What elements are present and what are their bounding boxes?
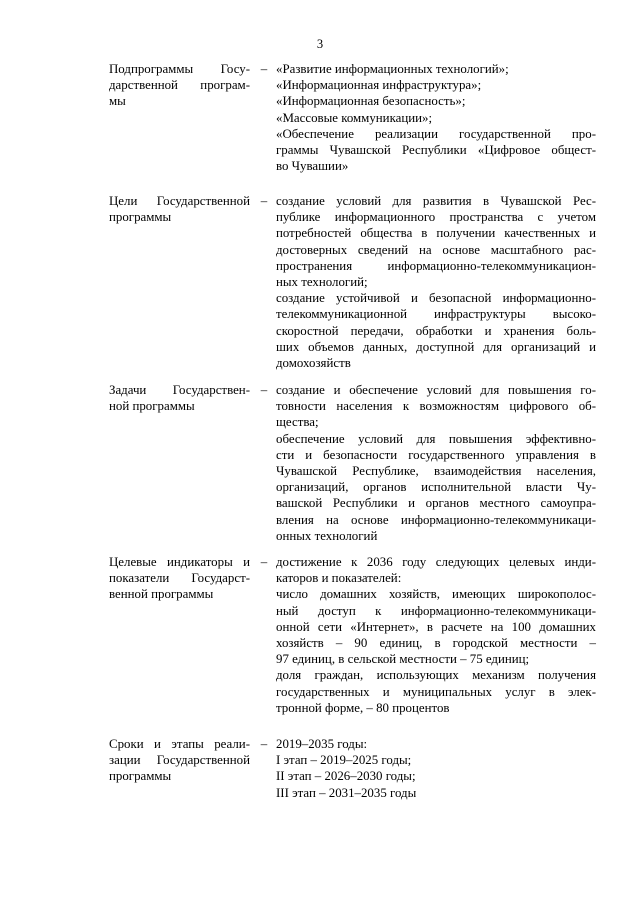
content-line: потребностей общества в получении качественных и	[276, 226, 596, 241]
label-line: Задачи Государствен-	[109, 383, 250, 397]
content-line: число домашних хозяйств, имеющих широкополос-	[276, 587, 596, 602]
row-label	[109, 61, 250, 110]
label-line: дарственной програм-	[109, 78, 250, 93]
row-label	[109, 382, 250, 414]
content-line: создание условий для развития в Чувашской Рес-	[276, 194, 596, 208]
content-line: товности населения к возможностям цифрового об-	[276, 399, 596, 414]
label-line: ной программы	[109, 399, 195, 414]
label-line: венной программы	[109, 587, 214, 602]
row-label	[109, 554, 250, 603]
row-dash: –	[260, 383, 268, 397]
label-line: показатели Государст-	[109, 571, 250, 586]
label-line: Целевые индикаторы и	[109, 555, 250, 569]
content-line: во Чувашии»	[276, 159, 349, 174]
content-line: 2019–2035 годы:	[276, 737, 368, 751]
content-line: создание и обеспечение условий для повышения го-	[276, 383, 596, 397]
content-line: вашской Республики и органов местного самоупра-	[276, 496, 596, 511]
content-line: II этап – 2026–2030 годы;	[276, 769, 416, 784]
content-line: онных технологий	[276, 528, 378, 543]
content-line: «Информационная инфраструктура»;	[276, 78, 482, 93]
row-dash: –	[260, 555, 268, 569]
content-line: телекоммуникационной инфраструктуры высоко-	[276, 307, 596, 322]
content-line: вления на основе информационно-телекоммуникаци-	[276, 512, 596, 527]
content-line: достоверных сведений на основе масштабного рас-	[276, 242, 596, 257]
label-line: Подпрограммы Госу-	[109, 62, 250, 76]
content-line: хозяйств – 90 единиц, в городской местности –	[276, 635, 596, 650]
content-line: «Информационная безопасность»;	[276, 94, 466, 109]
content-line: пространения информационно-телекоммуникацион-	[276, 258, 596, 273]
content-line: сти и безопасности государственного управления в	[276, 447, 596, 462]
content-line: скоростной передачи, обработки и хранения боль-	[276, 323, 596, 338]
label-line: Сроки и этапы реали-	[109, 737, 250, 751]
row-label	[109, 736, 250, 785]
content-line: ных технологий;	[276, 274, 368, 289]
content-line: щества;	[276, 415, 319, 430]
content-line: ный доступ к информационно-телекоммуникаци-	[276, 603, 596, 618]
label-line: Цели Государственной	[109, 194, 250, 208]
content-line: организаций, органов исполнительной власти Чу-	[276, 480, 596, 495]
content-line: онной сети «Интернет», в расчете на 100 домашних	[276, 619, 596, 634]
content-line: обеспечение условий для повышения эффективно-	[276, 431, 596, 446]
label-line: программы	[109, 769, 172, 784]
content-line: ших объемов данных, доступной для организаций и	[276, 339, 596, 354]
page-number: 3	[316, 37, 324, 51]
content-line: III этап – 2031–2035 годы	[276, 785, 417, 800]
content-line: достижение к 2036 году следующих целевых инди-	[276, 555, 596, 569]
label-line: программы	[109, 210, 172, 225]
row-content	[276, 382, 596, 544]
content-line: «Развитие информационных технологий»;	[276, 62, 509, 76]
row-dash: –	[260, 194, 268, 208]
content-line: тронной форме, – 80 процентов	[276, 700, 450, 715]
row-dash: –	[260, 737, 268, 751]
content-line: «Обеспечение реализации государственной про-	[276, 126, 596, 141]
content-line: создание устойчивой и безопасной информационно-	[276, 291, 596, 306]
content-line: граммы Чувашской Республики «Цифровое общест-	[276, 142, 596, 157]
row-dash: –	[260, 62, 268, 76]
row-content	[276, 736, 596, 801]
label-line: мы	[109, 94, 126, 109]
content-line: доля граждан, использующих механизм получения	[276, 668, 596, 683]
row-content	[276, 193, 596, 371]
content-line: «Массовые коммуникации»;	[276, 110, 433, 125]
content-line: публике информационного пространства с учетом	[276, 210, 596, 225]
content-line: I этап – 2019–2025 годы;	[276, 753, 412, 768]
content-line: Чувашской Республике, взаимодействия населения,	[276, 463, 596, 478]
row-content	[276, 554, 596, 716]
row-label	[109, 193, 250, 225]
content-line: 97 единиц, в сельской местности – 75 единиц;	[276, 652, 530, 667]
content-line: государственных и муниципальных услуг в элек-	[276, 684, 596, 699]
label-line: зации Государственной	[109, 753, 250, 768]
content-line: каторов и показателей:	[276, 571, 402, 586]
row-content	[276, 61, 596, 174]
content-line: домохозяйств	[276, 355, 351, 370]
